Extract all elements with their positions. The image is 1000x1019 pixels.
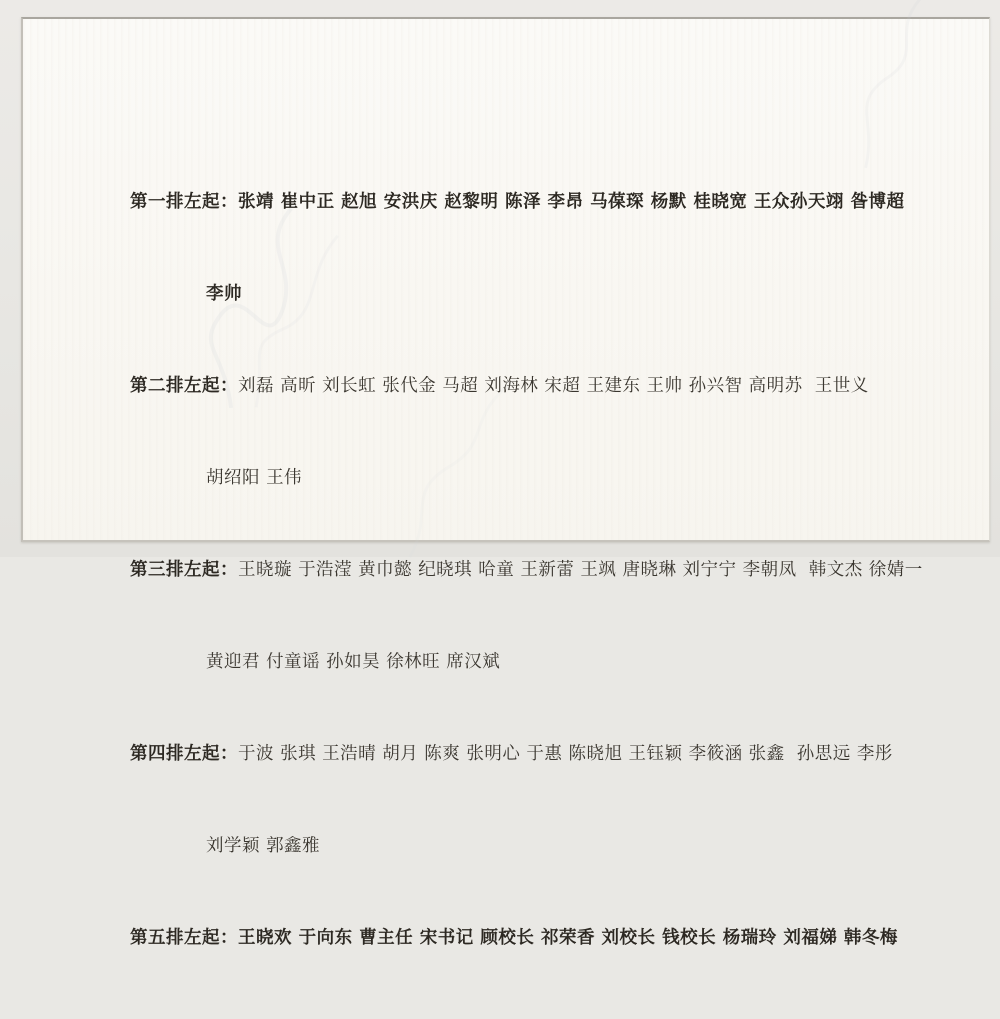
row1-label: 第一排左起： (130, 192, 238, 212)
row3-names: 王晓璇 于浩滢 黄巾懿 纪晓琪 哈童 王新蕾 王飒 唐晓琳 刘宁宁 李朝凤 韩文杰 徐婧一 (238, 560, 923, 580)
row3-line (130, 559, 980, 582)
row2-continuation (130, 467, 980, 490)
row2-names: 刘磊 高昕 刘长虹 张代金 马超 刘海林 宋超 王建东 王帅 孙兴智 高明苏 王世义 (238, 376, 869, 396)
caption-text-block (130, 122, 980, 1019)
row3-label: 第三排左起： (130, 560, 238, 580)
row5-label: 第五排左起： (130, 928, 238, 948)
row1-line (130, 191, 980, 214)
row2-line (130, 375, 980, 398)
row1-names-cont: 李帅 (206, 284, 242, 304)
row4-line (130, 743, 980, 766)
row2-label: 第二排左起： (130, 376, 238, 396)
row3-names-cont: 黄迎君 付童谣 孙如昊 徐林旺 席汉斌 (206, 652, 501, 672)
row1-continuation (130, 283, 980, 306)
caption-card-paper (21, 17, 990, 948)
row5-line (130, 927, 980, 950)
row4-names-cont: 刘学颖 郭鑫雅 (206, 836, 321, 856)
row4-names: 于波 张琪 王浩晴 胡月 陈爽 张明心 于惠 陈晓旭 王钰颖 李筱涵 张鑫 孙思远 李彤 (238, 744, 893, 764)
row1-names: 张靖 崔中正 赵旭 安洪庆 赵黎明 陈泽 李昂 马葆琛 杨默 桂晓宽 王众孙天翊 昝博超 (238, 192, 905, 212)
row2-names-cont: 胡绍阳 王伟 (206, 468, 303, 488)
row4-label: 第四排左起： (130, 744, 238, 764)
row5-names: 王晓欢 于向东 曹主任 宋书记 顾校长 祁荣香 刘校长 钱校长 杨瑞玲 刘福娣 韩冬梅 (238, 928, 898, 948)
row4-continuation (130, 835, 980, 858)
row3-continuation (130, 651, 980, 674)
